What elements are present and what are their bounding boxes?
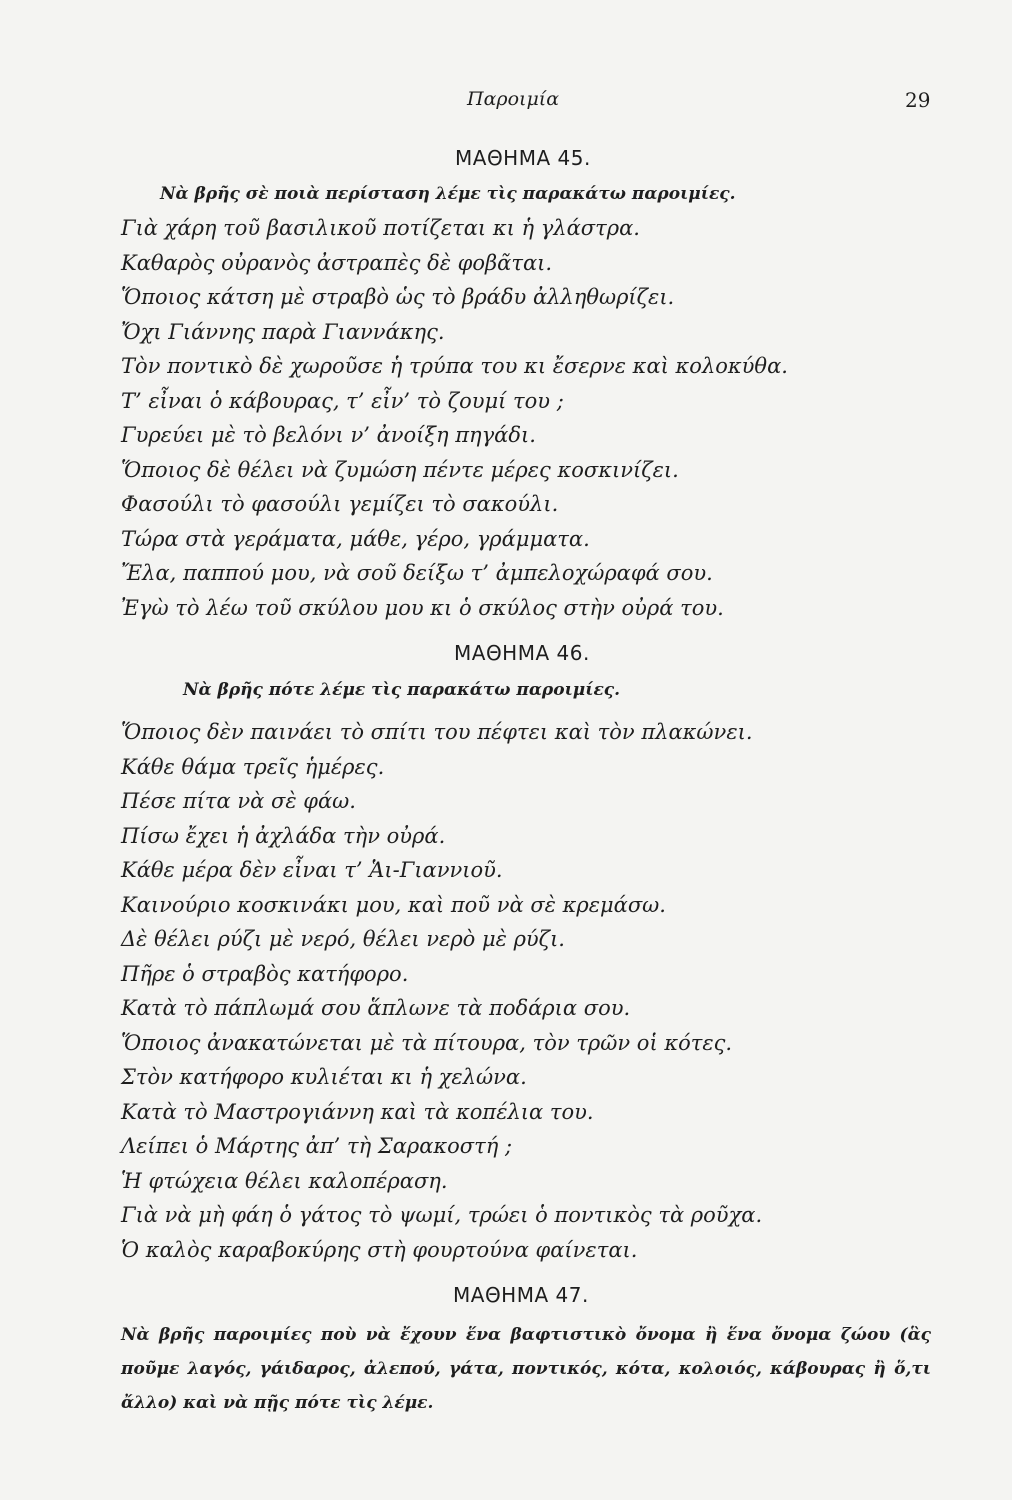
proverb-item: Γυρεύει μὲ τὸ βελόνι ν’ ἀνοίξη πηγάδι. — [121, 423, 536, 447]
proverb-item: Ἐγὼ τὸ λέω τοῦ σκύλου μου κι ὁ σκύλος στὴν οὐρά του. — [121, 595, 724, 620]
lesson-heading-45: ΜΑΘΗΜΑ 45. — [455, 146, 591, 170]
proverb-item: Τ’ εἶναι ὁ κάβουρας, τ’ εἶν’ τὸ ζουμί του ; — [121, 388, 564, 413]
proverb-item: Κατὰ τὸ πάπλωμά σου ἅπλωνε τὰ ποδάρια σου. — [121, 996, 631, 1020]
proverb-item: Κάθε μέρα δὲν εἶναι τ’ Ἁι-Γιαννιοῦ. — [121, 858, 503, 882]
page-header — [0, 84, 1012, 124]
proverb-item: Πῆρε ὁ στραβὸς κατήφορο. — [121, 961, 409, 986]
lesson-instruction-47: Νὰ βρῆς παροιμίες ποὺ νὰ ἔχουν ἕνα βαφτιστικὸ ὄνομα ἢ ἕνα ὄνομα ζώου (ἃς ποῦμε λαγός, γάιδαρος, ἀλεπού, γάτα, ποντικός, κότα, κολοιός, κάβουρας ἢ ὅ,τι ἄλλο) καὶ νὰ πῇς πότε τὶς λέμε. — [121, 1325, 931, 1413]
proverb-item: Λείπει ὁ Μάρτης ἀπ’ τὴ Σαρακοστή ; — [121, 1134, 513, 1158]
proverb-item: Ὅποιος δὲν παινάει τὸ σπίτι του πέφτει καὶ τὸν πλακώνει. — [121, 720, 753, 744]
proverb-list-45 — [121, 211, 788, 625]
proverb-item: Γιὰ νὰ μὴ φάη ὁ γάτος τὸ ψωμί, τρώει ὁ ποντικὸς τὰ ροῦχα. — [121, 1203, 763, 1227]
proverb-item: Ἔλα, παππού μου, νὰ σοῦ δείξω τ’ ἀμπελοχώραφά σου. — [121, 561, 713, 585]
proverb-item: Στὸν κατήφορο κυλιέται κι ἡ χελώνα. — [121, 1065, 527, 1089]
proverb-item: Ἡ φτώχεια θέλει καλοπέραση. — [121, 1168, 448, 1193]
lesson-instruction-45: Νὰ βρῆς σὲ ποιὰ περίσταση λέμε τὶς παρακάτω παροιμίες. — [160, 184, 736, 204]
proverb-item: Πέσε πίτα νὰ σὲ φάω. — [121, 789, 356, 813]
proverb-item: Καθαρὸς οὐρανὸς ἀστραπὲς δὲ φοβᾶται. — [121, 250, 553, 275]
proverb-item: Δὲ θέλει ρύζι μὲ νερό, θέλει νερὸ μὲ ρύζι. — [121, 927, 565, 951]
page-number: 29 — [905, 88, 931, 112]
proverb-item: Φασούλι τὸ φασούλι γεμίζει τὸ σακούλι. — [121, 492, 559, 516]
proverb-item: Κατὰ τὸ Μαστρογιάννη καὶ τὰ κοπέλια του. — [121, 1099, 594, 1124]
proverb-item: Ὅποιος κάτση μὲ στραβὸ ὡς τὸ βράδυ ἀλληθωρίζει. — [121, 285, 675, 309]
proverb-item: Τώρα στὰ γεράματα, μάθε, γέρο, γράμματα. — [121, 526, 590, 551]
lesson-instruction-46: Νὰ βρῆς πότε λέμε τὶς παρακάτω παροιμίες. — [183, 680, 621, 700]
proverb-item: Τὸν ποντικὸ δὲ χωροῦσε ἡ τρύπα του κι ἔσερνε καὶ κολοκύθα. — [121, 354, 788, 378]
proverb-item: Ὄχι Γιάννης παρὰ Γιαννάκης. — [121, 319, 445, 344]
proverb-item: Κάθε θάμα τρεῖς ἡμέρες. — [121, 754, 385, 779]
lesson-heading-47: ΜΑΘΗΜΑ 47. — [453, 1283, 589, 1307]
proverb-item: Πίσω ἔχει ἡ ἀχλάδα τὴν οὐρά. — [121, 823, 446, 848]
proverb-item: Γιὰ χάρη τοῦ βασιλικοῦ ποτίζεται κι ἡ γλάστρα. — [121, 216, 640, 240]
proverb-item: Ὅποιος ἀνακατώνεται μὲ τὰ πίτουρα, τὸν τρῶν οἱ κότες. — [121, 1030, 733, 1055]
proverb-list-46 — [121, 715, 762, 1267]
running-title: Παροιμία — [467, 88, 560, 110]
proverb-item: Καινούριο κοσκινάκι μου, καὶ ποῦ νὰ σὲ κρεμάσω. — [121, 892, 666, 917]
proverb-item: Ὁ καλὸς καραβοκύρης στὴ φουρτούνα φαίνεται. — [121, 1237, 638, 1262]
lesson-heading-46: ΜΑΘΗΜΑ 46. — [454, 641, 590, 665]
proverb-item: Ὅποιος δὲ θέλει νὰ ζυμώση πέντε μέρες κοσκινίζει. — [121, 457, 679, 482]
